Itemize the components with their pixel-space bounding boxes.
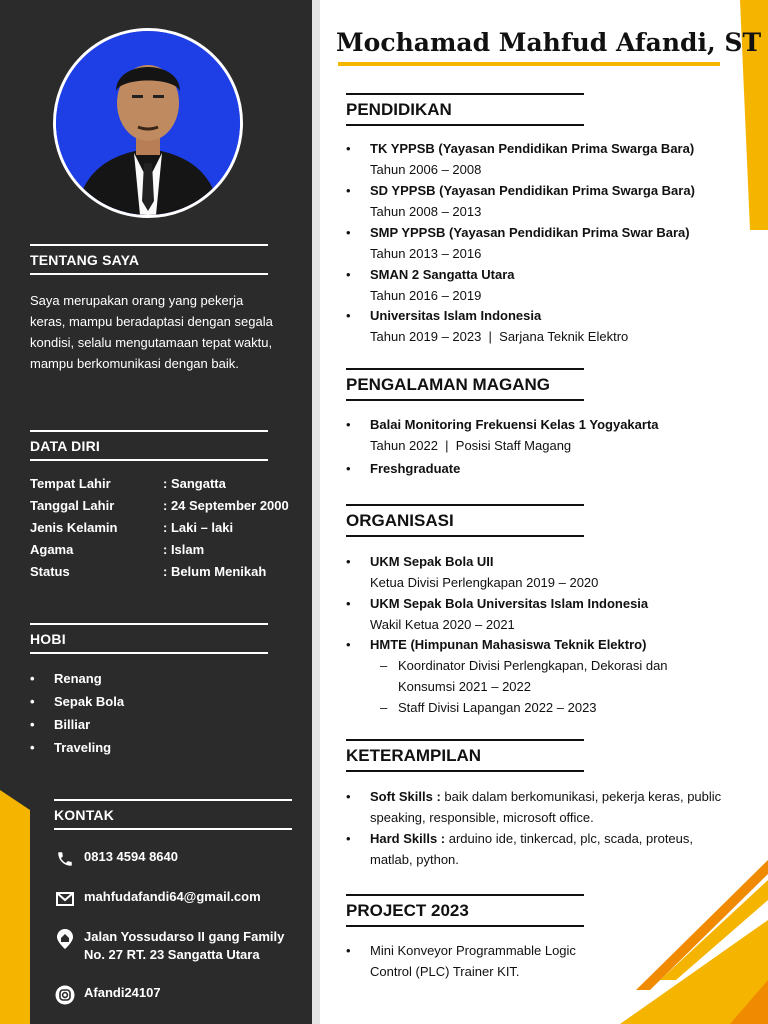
contact-instagram[interactable]: [54, 984, 161, 1006]
sub-role-item: – Koordinator Divisi Perlengkapan, Dekorasi dan Konsumsi 2021 – 2022: [380, 658, 668, 694]
email-icon: [54, 888, 76, 910]
organization-item: • UKM Sepak Bola Universitas Islam Indonesia Wakil Ketua 2020 – 2021: [346, 596, 649, 632]
skill-item: • Hard Skills : arduino ide, tinkercad, plc, scada, proteus, matlab, python.: [346, 831, 694, 867]
section-heading-pendidikan: PENDIDIKAN: [346, 100, 584, 120]
sidebar-edge: [312, 0, 320, 1024]
data-diri-row: Tanggal Lahir : 24 September 2000: [30, 498, 289, 513]
section-heading-project: PROJECT 2023: [346, 901, 584, 921]
section-heading-hobi: HOBI: [30, 631, 268, 647]
contact-address: [54, 928, 304, 964]
name-underline: [338, 62, 720, 66]
education-item: • Universitas Islam Indonesia Tahun 2019 – 2023 | Sarjana Teknik Elektro: [346, 308, 629, 344]
section-heading-organisasi: ORGANISASI: [346, 511, 584, 531]
section-heading-kontak: KONTAK: [54, 807, 292, 823]
hobby-item: • Sepak Bola: [30, 694, 125, 709]
section-heading-pengalaman-magang: PENGALAMAN MAGANG: [346, 375, 584, 395]
education-item: • SMP YPPSB (Yayasan Pendidikan Prima Swar Bara) Tahun 2013 – 2016: [346, 225, 690, 261]
about-text: Saya merupakan orang yang pekerja keras, mampu beradaptasi dengan segala kondisi, selalu mengutamaan tepat waktu, mampu berkomunikasi dengan baik.: [30, 293, 273, 371]
section-heading-tentang-saya: TENTANG SAYA: [30, 252, 268, 268]
education-item: • SD YPPSB (Yayasan Pendidikan Prima Swarga Bara) Tahun 2008 – 2013: [346, 183, 695, 219]
email-address: mahfudafandi64@gmail.com: [84, 889, 261, 904]
data-diri-row: Status : Belum Menikah: [30, 564, 267, 579]
internship-item: • Freshgraduate: [346, 461, 461, 476]
sub-role-item: – Staff Divisi Lapangan 2022 – 2023: [380, 700, 597, 715]
skill-item: • Soft Skills : baik dalam berkomunikasi, pekerja keras, public speaking, responsible, microsoft office.: [346, 789, 722, 825]
hobby-item: • Billiar: [30, 717, 91, 732]
organization-item: • HMTE (Himpunan Mahasiswa Teknik Elektro) – Koordinator Divisi Perlengkapan, Dekorasi dan Konsumsi 2021 – 2022 – Staff Divisi Lapangan 2022 – 2023: [346, 634, 726, 718]
decorative-stripe-sidebar: [0, 790, 40, 1024]
home-location-icon: [54, 928, 76, 950]
address: Jalan Yossudarso II gang Family No. 27 RT. 23 Sangatta Utara: [84, 929, 285, 962]
profile-photo: [53, 28, 243, 218]
instagram-handle: Afandi24107: [84, 985, 161, 1000]
contact-email[interactable]: [54, 888, 261, 910]
data-diri-row: Tempat Lahir : Sangatta: [30, 476, 226, 491]
sidebar: [0, 0, 312, 1024]
contact-phone[interactable]: [54, 848, 178, 870]
hobby-item: • Renang: [30, 671, 102, 686]
organization-item: • UKM Sepak Bola UII Ketua Divisi Perlengkapan 2019 – 2020: [346, 554, 599, 590]
data-diri-row: Agama : Islam: [30, 542, 205, 557]
person-name: Mochamad Mahfud Afandi, ST: [336, 28, 762, 57]
phone-icon: [54, 848, 76, 870]
instagram-icon: [54, 984, 76, 1006]
internship-item: • Balai Monitoring Frekuensi Kelas 1 Yogyakarta Tahun 2022 | Posisi Staff Magang: [346, 417, 659, 453]
project-item: • Mini Konveyor Programmable Logic Control (PLC) Trainer KIT.: [346, 943, 576, 979]
decorative-stripes-bottom-right: [580, 860, 768, 1024]
hobby-item: • Traveling: [30, 740, 112, 755]
data-diri-row: Jenis Kelamin : Laki – laki: [30, 520, 234, 535]
section-heading-keterampilan: KETERAMPILAN: [346, 746, 584, 766]
education-item: • TK YPPSB (Yayasan Pendidikan Prima Swarga Bara) Tahun 2006 – 2008: [346, 141, 695, 177]
education-item: • SMAN 2 Sangatta Utara Tahun 2016 – 2019: [346, 267, 515, 303]
phone-number: 0813 4594 8640: [84, 849, 178, 864]
section-heading-data-diri: DATA DIRI: [30, 438, 268, 454]
